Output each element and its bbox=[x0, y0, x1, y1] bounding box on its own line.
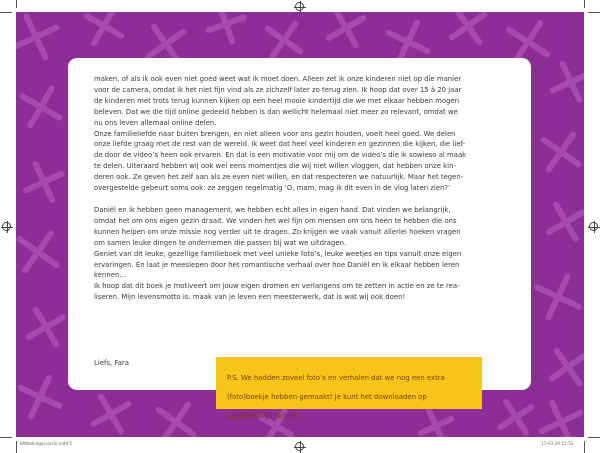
text-line: de kinderen met trots terug kunnen kijken op een heel mooie kindertijd die we met elkaar hebben mogen bbox=[94, 96, 460, 105]
x-cross-icon bbox=[537, 276, 578, 317]
crop-mark bbox=[0, 437, 12, 438]
x-cross-icon bbox=[509, 23, 547, 61]
x-cross-icon bbox=[21, 378, 59, 416]
paragraph-gap bbox=[94, 194, 514, 205]
crop-mark bbox=[16, 441, 17, 453]
x-cross-icon bbox=[389, 23, 427, 61]
x-cross-icon bbox=[16, 16, 57, 57]
text-line: Ik hoop dat dit boek je motiveert om jouw eigen dromen en verlangens om te zetten in actie en ze te rea- bbox=[94, 282, 460, 291]
x-cross-icon bbox=[329, 12, 363, 45]
x-cross-icon bbox=[501, 402, 532, 433]
x-cross-icon bbox=[542, 403, 580, 437]
text-line: kunnen helpen om onze missie nog verder uit te dragen. Zo krijgen we vaak vanuit allerlei hoeken vragen bbox=[94, 227, 461, 236]
x-cross-icon bbox=[552, 351, 584, 383]
crop-mark bbox=[588, 437, 600, 438]
text-line: te delen. Uiteraard hebben wij ook wel eens momentjes die wij niet willen vloggen, dat hebben onze kin- bbox=[94, 162, 456, 171]
slug-timestamp: 17-03-20 15:53 bbox=[541, 441, 574, 446]
text-line: Daniël en ik hebben geen management, we hebben echt alles in eigen hand. Dat vinden we belangrijk, bbox=[94, 205, 451, 214]
x-cross-icon bbox=[549, 205, 583, 239]
x-cross-icon bbox=[23, 89, 60, 126]
crop-mark bbox=[584, 0, 585, 8]
x-cross-icon bbox=[87, 12, 121, 43]
x-cross-icon bbox=[209, 12, 244, 41]
crop-mark bbox=[0, 12, 12, 13]
registration-mark-icon bbox=[589, 222, 598, 231]
text-line: onze liefde graag met de rest van de wereld. Ik weet dat heel veel kinderen en gezinnen die kijken, die lief- bbox=[94, 140, 466, 149]
crop-mark bbox=[584, 441, 585, 453]
x-cross-icon bbox=[29, 310, 63, 344]
body-text bbox=[94, 74, 514, 303]
text-line: maken, of als ik ook even niet goed weet wat ik moet doen. Alleen zet ik onze kinderen niet op die manier bbox=[94, 75, 462, 83]
text-line: voor de camera, omdat ik het niet fijn vind als ze zichzelf later zo terug zien. Ik hoop dat over 15 à 20 jaar bbox=[94, 85, 462, 94]
ps-callout bbox=[216, 357, 482, 421]
text-line: P.S. We hadden zoveel foto’s en verhalen dat we nog een extra bbox=[227, 373, 445, 382]
paragraph-group-1 bbox=[94, 74, 514, 194]
text-line: ervaringen. En laat je meeslepen door het romantische verhaal over hoe Daniël en ik elkaar hebben leren bbox=[94, 260, 460, 269]
ps-text bbox=[227, 372, 472, 422]
registration-mark-icon bbox=[295, 442, 304, 451]
x-cross-icon bbox=[159, 405, 194, 437]
text-line: deren ook. Ze geven het zelf aan als ze even niet willen, en dat respecteren we natuurlijk. Maar het tegen- bbox=[94, 173, 464, 182]
x-cross-icon bbox=[19, 233, 56, 270]
x-cross-icon bbox=[26, 164, 62, 200]
text-line: Geniet van dit leuke, gezellige familieboek met veel unieke foto’s, leuke weetjes en tips vanuit onze eigen bbox=[94, 249, 462, 258]
text-line: www.bellinga.tv/boek. bbox=[227, 412, 304, 421]
x-cross-icon bbox=[94, 397, 128, 431]
paragraph-group-2 bbox=[94, 205, 514, 303]
text-line: omdat het om ons eigen gezin draait. We vinden het wel fijn om mensen om ons heen te hebben die ons bbox=[94, 216, 457, 225]
text-line: om samen leuke dingen te ondernemen die passen bij wat we uitdragen. bbox=[94, 238, 347, 247]
text-line: Onze familieliefde naar buiten brengen, en niet alleen voor ons gezin houden, voelt heel goed. We delen bbox=[94, 129, 456, 138]
x-cross-icon bbox=[149, 27, 184, 62]
registration-mark-icon bbox=[2, 222, 11, 231]
text-line: liseren. Mijn levensmotto is: maak van je leven een meesterwerk, dat is wat wij ook doen! bbox=[94, 293, 406, 302]
signature: Liefs, Fara bbox=[94, 359, 129, 367]
text-line: de door de video’s heen ook ervaren. En dat is een motivatie voor mij om de video’s die ik sowieso al maak bbox=[94, 151, 467, 160]
crop-mark bbox=[16, 0, 17, 8]
x-cross-icon bbox=[268, 24, 300, 56]
x-cross-icon bbox=[553, 64, 584, 100]
text-line: kennen… bbox=[94, 271, 127, 280]
crop-mark bbox=[588, 12, 600, 13]
text-line: nu ons leven allemaal online delen. bbox=[94, 118, 217, 127]
registration-mark-icon bbox=[295, 2, 304, 11]
text-line: overgestelde gebeurt soms ook: ze zeggen regelmatig ‘O, mam, mag ik dit even in de vlog laten zien?’ bbox=[94, 184, 451, 193]
x-cross-icon bbox=[544, 135, 579, 170]
x-cross-icon bbox=[452, 12, 484, 42]
slug-file-info: BWbellinga(corr3).indd 5 bbox=[20, 441, 73, 446]
text-line: (foto)boekje hebben gemaakt! Je kunt het downloaden op bbox=[227, 392, 427, 401]
text-line: beleven. Dat we die tijd online gedeeld hebben is dan wellicht helemaal niet meer zo relevant, omdat we bbox=[94, 107, 458, 116]
